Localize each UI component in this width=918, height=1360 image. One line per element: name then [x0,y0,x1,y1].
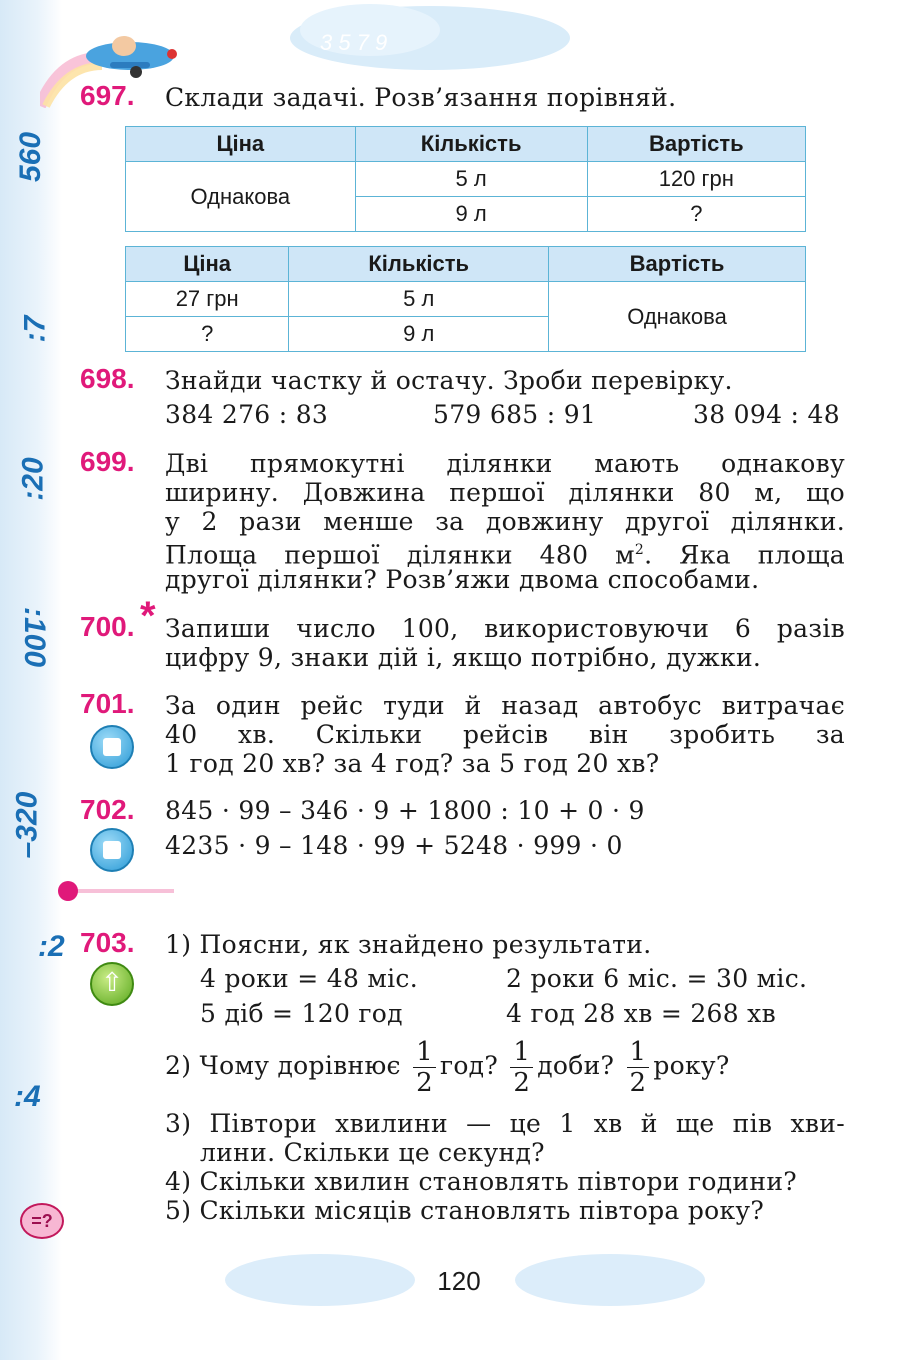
task-701-line-1: За один рейс туди й назад автобус витрачає [165,691,845,720]
table-1-qty-1: 5 л [355,162,587,197]
table-1-header-qty: Кількість [355,127,587,162]
task-699-line-1: Дві прямокутні ділянки мають однакову [165,449,845,478]
task-698-expr-2: 579 685 : 91 [433,400,597,429]
top-cloud-decoration [280,0,580,80]
margin-number-div20: :20 [16,457,50,501]
table-1-header-cost: Вартість [587,127,805,162]
fraction-half: $\frac{1}{2}$ [510,1037,533,1098]
task-701-line-3: 1 год 20 хв? за 4 год? за 5 год 20 хв? [165,749,660,778]
task-702-line-1: 845 · 99 – 346 · 9 + 1800 : 10 + 0 · 9 [165,796,645,825]
star-mark: * [140,594,156,638]
task-699-line-2: ширину. Довжина першої ділянки 80 м, що [165,478,845,507]
fraction-half: $\frac{1}{2}$ [413,1037,436,1098]
task-703-day: доби? [537,1051,615,1080]
puzzle-icon [90,725,134,769]
margin-number-minus320: –320 [10,791,44,859]
table-1-qty-2: 9 л [355,197,587,232]
table-2-header-cost: Вартість [549,247,806,282]
task-703-part-3-line-2: лини. Скільки це секунд? [200,1138,545,1167]
margin-number-560: 560 [14,131,48,183]
table-1-price: Однакова [126,162,356,232]
table-2-cost: Однакова [549,282,806,352]
task-703-year: року? [653,1051,730,1080]
task-699-line-4b: . Яка площа [644,540,845,570]
task-700-line-1: Запиши число 100, використовуючи 6 разів [165,614,845,643]
task-number-702: 702. [80,794,135,825]
task-703-eq-3: 5 діб = 120 год [200,999,403,1028]
table-1-cost-2: ? [587,197,805,232]
margin-number-div7: :7 [18,315,52,343]
task-703-part-2 [165,1037,730,1098]
task-703-hour: год? [439,1051,499,1080]
task-number-701: 701. [80,688,135,719]
table-1 [125,126,806,232]
task-698-text: Знайди частку й остачу. Зроби перевірку. [165,366,733,395]
task-703-part-4: 4) Скільки хвилин становлять півтори години? [165,1167,797,1196]
table-2-header-price: Ціна [126,247,289,282]
task-700-line-2: цифру 9, знаки дій і, якщо потрібно, дужки. [165,643,762,672]
task-697-text: Склади задачі. Розв’язання порівняй. [165,83,677,112]
task-703-part-1: 1) Поясни, як знайдено результати. [165,930,652,959]
task-number-698: 698. [80,363,135,394]
task-702-line-2: 4235 · 9 – 148 · 99 + 5248 · 999 · 0 [165,831,623,860]
table-1-cost-1: 120 грн [587,162,805,197]
task-699-line-5: другої ділянки? Розв’яжи двома способами. [165,565,760,594]
task-698-expr-1: 384 276 : 83 [165,400,329,429]
task-699-line-3: у 2 рази менше за довжину другої ділянки. [165,507,845,536]
table-2-qty-1: 5 л [289,282,549,317]
puzzle-icon [90,828,134,872]
table-1-header-price: Ціна [126,127,356,162]
table-2 [125,246,806,352]
equals-question-badge: =? [20,1203,64,1239]
cloud-digits: 3 5 7 9 [320,30,388,55]
task-703-eq-1: 4 роки = 48 міс. [200,964,418,993]
margin-number-div100: :100 [18,606,52,668]
task-698-expr-3: 38 094 : 48 [693,400,840,429]
task-701-line-2: 40 хв. Скільки рейсів він зробить за [165,720,845,749]
table-2-price-2: ? [126,317,289,352]
arrow-up-icon: ⇧ [90,962,134,1006]
pink-line-decoration [56,878,176,904]
task-number-699: 699. [80,446,135,477]
fraction-half: $\frac{1}{2}$ [627,1037,650,1098]
task-number-700: 700. [80,611,135,642]
task-703-part-2-lead: 2) Чому дорівнює [165,1051,401,1080]
task-number-697: 697. [80,80,135,111]
task-703-part-3-line-1: 3) Півтори хвилини — це 1 хв й ще пів хви- [165,1109,845,1138]
task-703-eq-2: 2 роки 6 міс. = 30 міс. [506,964,808,993]
table-2-qty-2: 9 л [289,317,549,352]
task-703-part-5: 5) Скільки місяців становлять півтора року? [165,1196,765,1225]
square-superscript: 2 [634,542,645,558]
left-margin-strip [0,0,62,1360]
margin-number-div2: :2 [38,930,65,963]
task-699-line-4a: Площа першої ділянки 480 м [165,540,635,570]
margin-number-div4: :4 [14,1080,41,1113]
page-number: 120 [437,1266,481,1296]
table-2-price-1: 27 грн [126,282,289,317]
task-number-703: 703. [80,927,135,958]
task-703-eq-4: 4 год 28 хв = 268 хв [506,999,776,1028]
table-2-header-qty: Кількість [289,247,549,282]
